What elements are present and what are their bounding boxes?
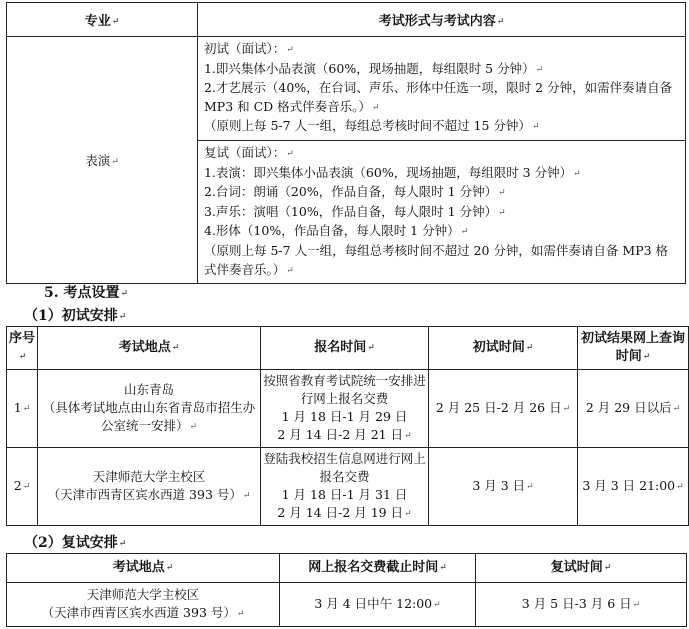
retest-title: 复试（面试）：↵ (204, 144, 294, 160)
initial-title: 初试（面试）：↵ (204, 41, 294, 56)
header-registration: 报名时间↵ (261, 327, 429, 370)
exam-content-table (6, 2, 686, 284)
location-note: （具体考试地点由山东省青岛市招生办公室统一安排）↵ (42, 400, 256, 433)
header-location: 考试地点↵ (7, 554, 280, 583)
header-retest-time: 复试时间↵ (476, 554, 687, 583)
header-deadline: 网上报名交费截止时间↵ (280, 554, 476, 583)
initial-line: 2.才艺展示（40%，在台词、声乐、形体中任选一项，限时 2 分钟，如需伴奏请自备 MP3 和 CD 格式伴奏音乐。）↵ (204, 80, 673, 114)
row-registration (261, 448, 429, 526)
retest-exam-cell (198, 140, 686, 283)
row-no: 2↵ (7, 448, 38, 526)
retest-arrangement-header-row (7, 554, 687, 583)
retest-arrangement-heading: （2）复试安排↵ (24, 535, 127, 551)
table-row (7, 370, 689, 448)
section-5-heading: 5. 考点设置↵ (44, 285, 129, 301)
row-result-query: 3 月 3 日 21:00↵ (578, 448, 689, 526)
header-location: 考试地点↵ (38, 327, 261, 370)
row-no: 1↵ (7, 370, 38, 448)
row-location (38, 370, 261, 448)
row-location (7, 583, 280, 627)
registration-note: 登陆我校招生信息网进行网上报名交费 (263, 451, 426, 484)
initial-arrangement-table (6, 326, 689, 526)
row-exam-time: 3 月 3 日↵ (429, 448, 578, 526)
registration-date: 2 月 14 日-2 月 19 日↵ (277, 505, 412, 520)
row-registration (261, 370, 429, 448)
exam-content-row-initial (7, 37, 686, 141)
retest-arrangement-table (6, 553, 687, 627)
exam-content-header-row (7, 3, 686, 37)
registration-note: 按照省教育考试院统一安排进行网上报名交费 (263, 373, 426, 406)
header-no: 序号↵ (7, 327, 38, 370)
row-result-query: 2 月 29 日以后↵ (578, 370, 689, 448)
retest-line: 4.形体（10%，作品自备，每人限时 1 分钟）↵ (204, 223, 469, 239)
initial-line: 1.即兴集体小品表演（60%，现场抽题，每组限时 5 分钟）↵ (204, 60, 544, 76)
initial-line: （原则上每 5-7 人一组，每组总考核时间不超过 15 分钟）↵ (204, 118, 540, 134)
registration-date: 1 月 18 日-1 月 31 日 (281, 487, 408, 502)
header-result-query: 初试结果网上查询时间↵ (578, 327, 689, 370)
retest-line: （原则上每 5-7 人一组，每组总考核时间不超过 20 分钟，如需伴奏请自备 MP3 格式伴奏音乐。）↵ (204, 242, 669, 277)
row-exam-time: 2 月 25 日-2 月 26 日↵ (429, 370, 578, 448)
header-content: 考试形式与考试内容↵ (198, 3, 686, 37)
table-row (7, 583, 687, 627)
initial-exam-cell (198, 37, 686, 141)
row-retest-time: 3 月 5 日-3 月 6 日↵ (476, 583, 687, 627)
header-exam-time: 初试时间↵ (429, 327, 578, 370)
header-major: 专业↵ (7, 3, 198, 37)
major-cell: 表演↵ (7, 37, 198, 284)
initial-arrangement-heading: （1）初试安排↵ (24, 308, 127, 324)
location-main: 天津师范大学主校区 (86, 587, 200, 602)
initial-arrangement-header-row (7, 327, 689, 370)
retest-line: 2.台词：朗诵（20%，作品自备，每人限时 1 分钟）↵ (204, 184, 506, 200)
location-note: （天津市西青区宾水西道 393 号）↵ (47, 487, 251, 502)
row-deadline: 3 月 4 日中午 12:00↵ (280, 583, 476, 627)
registration-date: 1 月 18 日-1 月 29 日 (281, 409, 408, 424)
retest-line: 1.表演：即兴集体小品表演（60%，现场抽题，每组限时 3 分钟）↵ (204, 164, 581, 180)
retest-line: 3.声乐：演唱（10%，作品自备，每人限时 1 分钟）↵ (204, 203, 506, 219)
registration-date: 2 月 14 日-2 月 21 日↵ (277, 427, 412, 442)
location-note: （天津市西青区宾水西道 393 号）↵ (41, 605, 245, 620)
location-main: 山东青岛 (123, 382, 174, 397)
location-main: 天津师范大学主校区 (92, 469, 206, 484)
row-location (38, 448, 261, 526)
table-row (7, 448, 689, 526)
